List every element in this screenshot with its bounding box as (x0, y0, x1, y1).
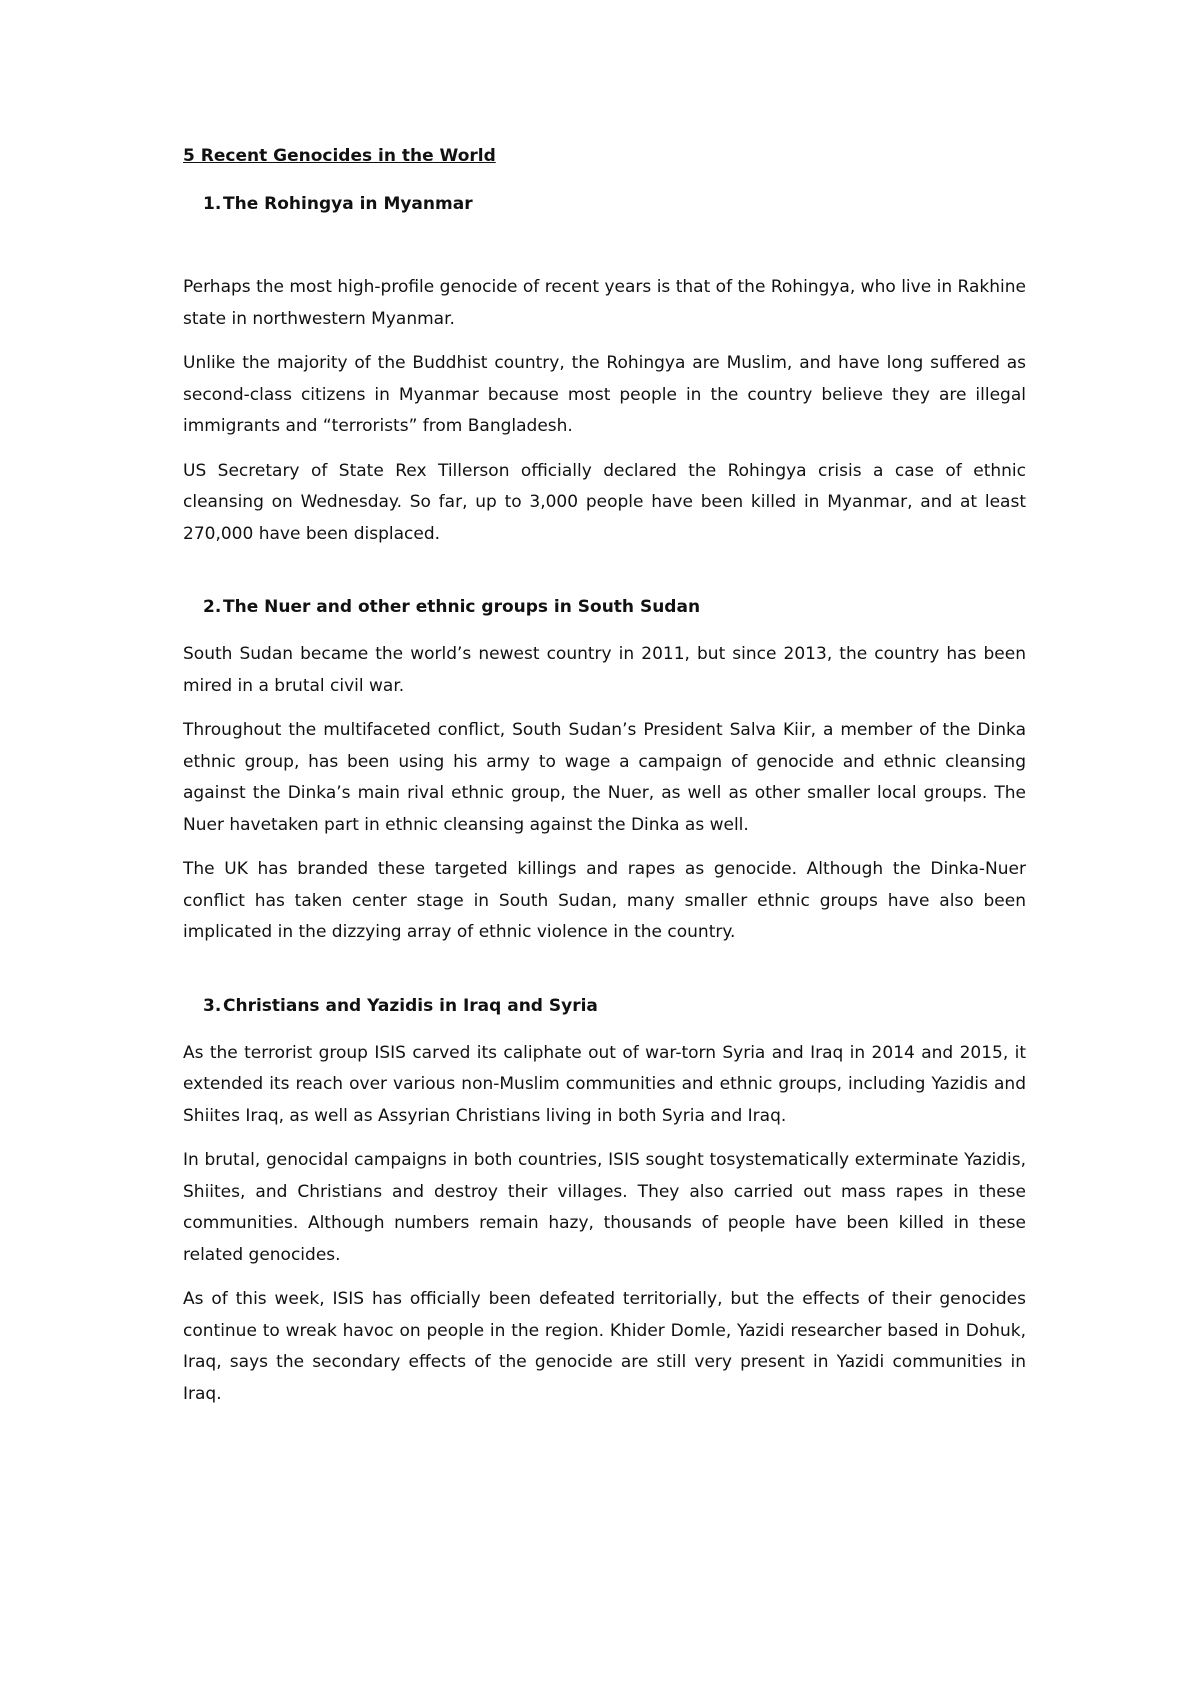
section-number: 3. (203, 995, 222, 1016)
section-1-heading (183, 194, 1026, 214)
section-2-paragraph-1: South Sudan became the world’s newest country in 2011, but since 2013, the country has been mired in a brutal civil war. (183, 644, 1026, 696)
section-2-heading (183, 597, 1026, 617)
section-1-paragraph-2: Unlike the majority of the Buddhist country, the Rohingya are Muslim, and have long suffered as second-class citizens in Myanmar because most people in the country believe they are illegal immigrants and “terrorists” from Bangladesh. (183, 353, 1026, 436)
section-heading-text: The Nuer and other ethnic groups in South Sudan (223, 597, 701, 617)
document-page (183, 146, 1026, 1410)
section-number: 2. (203, 597, 222, 617)
section-number: 1. (203, 194, 222, 214)
section-1-paragraph-3: US Secretary of State Rex Tillerson officially declared the Rohingya crisis a case of ethnic cleansing on Wednesday. So far, up to 3,000 people have been killed in Myanmar, and at least 270,000 have been displaced. (183, 460, 1026, 544)
section-3-paragraph-1: As the terrorist group ISIS carved its caliphate out of war-torn Syria and Iraq in 2014 and 2015, it extended its reach over various non-Muslim communities and ethnic groups, including Yazidis and Shiites Iraq, as well as Assyrian Christians living in both Syria and Iraq. (183, 1042, 1026, 1126)
section-2-paragraph-3: The UK has branded these targeted killings and rapes as genocide. Although the Dinka-Nuer conflict has taken center stage in South Sudan, many smaller ethnic groups have also been implicated in the dizzying array of ethnic violence in the country. (183, 859, 1026, 942)
document-title: 5 Recent Genocides in the World (183, 146, 496, 166)
section-3-paragraph-3: As of this week, ISIS has officially been defeated territorially, but the effects of their genocides continue to wreak havoc on people in the region. Khider Domle, Yazidi researcher based in Dohuk, Iraq, says the secondary effects of the genocide are still very present in Yazidi communities in Iraq. (183, 1289, 1026, 1404)
section-3-heading (183, 996, 1026, 1016)
section-heading-text: Christians and Yazidis in Iraq and Syria (223, 995, 598, 1016)
section-heading-text: The Rohingya in Myanmar (223, 194, 473, 214)
section-3-paragraph-2: In brutal, genocidal campaigns in both countries, ISIS sought tosystematically exterminate Yazidis, Shiites, and Christians and destroy their villages. They also carried out mass rapes in these communities. Although numbers remain hazy, thousands of people have been killed in these related genocides. (183, 1150, 1026, 1265)
section-2-paragraph-2: Throughout the multifaceted conflict, South Sudan’s President Salva Kiir, a member of the Dinka ethnic group, has been using his army to wage a campaign of genocide and ethnic cleansing against the Dinka’s main rival ethnic group, the Nuer, as well as other smaller local groups. The Nuer havetaken part in ethnic cleansing against the Dinka as well. (183, 720, 1026, 835)
section-1-paragraph-1: Perhaps the most high-profile genocide of recent years is that of the Rohingya, who live in Rakhine state in northwestern Myanmar. (183, 277, 1026, 329)
